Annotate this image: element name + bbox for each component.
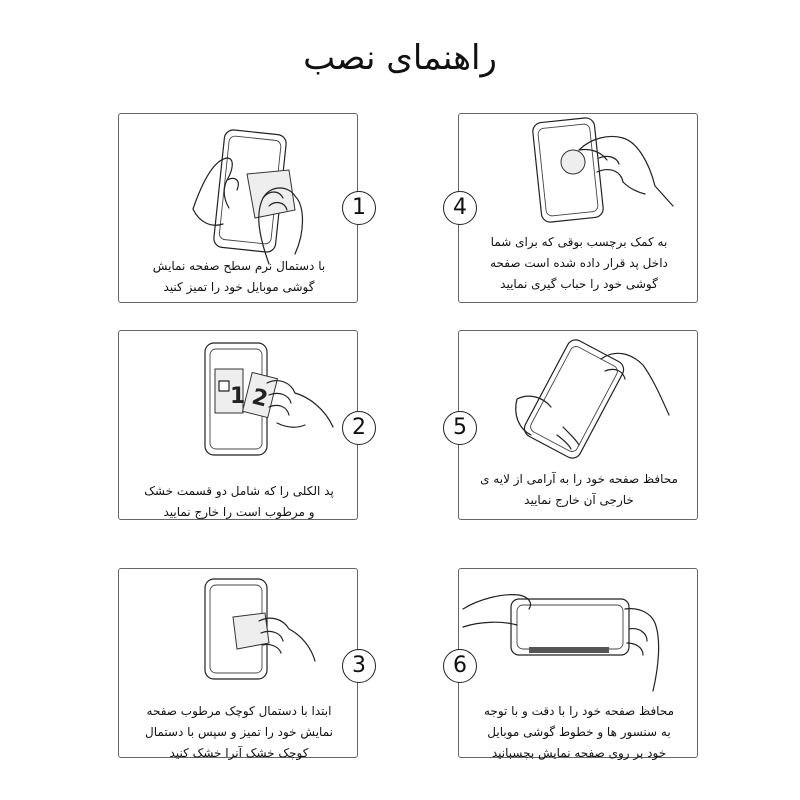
caption-line: خود بر روی صفحه نمایش بچسبانید bbox=[491, 746, 667, 760]
step-number-badge: 6 bbox=[443, 649, 477, 683]
caption-line: محافظ صفحه خود را به آرامی از لایه ی bbox=[480, 472, 678, 486]
step-2-panel bbox=[118, 330, 366, 520]
caption-line: نمایش خود را تمیز و سپس با دستمال bbox=[145, 725, 333, 739]
caption-line: ابتدا با دستمال کوچک مرطوب صفحه bbox=[146, 704, 332, 718]
caption-line: محافظ صفحه خود را با دقت و با توجه bbox=[483, 704, 675, 718]
step-2-caption bbox=[119, 481, 359, 523]
caption-line: پد الکلی را که شامل دو قسمت خشک bbox=[144, 484, 334, 498]
step-6-panel bbox=[453, 568, 698, 760]
step-number-badge: 3 bbox=[342, 649, 376, 683]
caption-line: گوشی موبایل خود را تمیز کنید bbox=[163, 280, 315, 294]
pad-label-1: 1 bbox=[230, 384, 246, 409]
step-5-panel bbox=[453, 330, 698, 520]
caption-line: به سنسور ها و خطوط گوشی موبایل bbox=[487, 725, 671, 739]
step-4-caption bbox=[459, 232, 699, 295]
caption-line: گوشی خود را حباب گیری نمایید bbox=[500, 277, 658, 291]
caption-line: و مرطوب است را خارج نمایید bbox=[163, 505, 315, 519]
step-5-caption bbox=[459, 469, 699, 511]
step-number-badge: 1 bbox=[342, 191, 376, 225]
step-4-panel bbox=[453, 113, 698, 303]
step-3-panel bbox=[118, 568, 366, 760]
step-number-badge: 4 bbox=[443, 191, 477, 225]
page-title: راهنمای نصب bbox=[303, 38, 497, 78]
step-number-badge: 5 bbox=[443, 411, 477, 445]
pad-label-2: 2 bbox=[249, 384, 271, 413]
step-number-badge: 2 bbox=[342, 411, 376, 445]
caption-line: به کمک برچسب بوقی که برای شما bbox=[490, 235, 668, 249]
caption-line: داخل پد قرار داده شده است صفحه bbox=[490, 256, 668, 270]
step-3-caption bbox=[119, 701, 359, 764]
caption-line: با دستمال نرم سطح صفحه نمایش bbox=[152, 259, 326, 273]
caption-line: کوچک خشک آنرا خشک کنید bbox=[169, 746, 309, 760]
step-1-panel bbox=[118, 113, 366, 303]
step-6-caption bbox=[459, 701, 699, 764]
step-1-caption bbox=[119, 256, 359, 298]
caption-line: خارجی آن خارج نمایید bbox=[524, 493, 634, 507]
